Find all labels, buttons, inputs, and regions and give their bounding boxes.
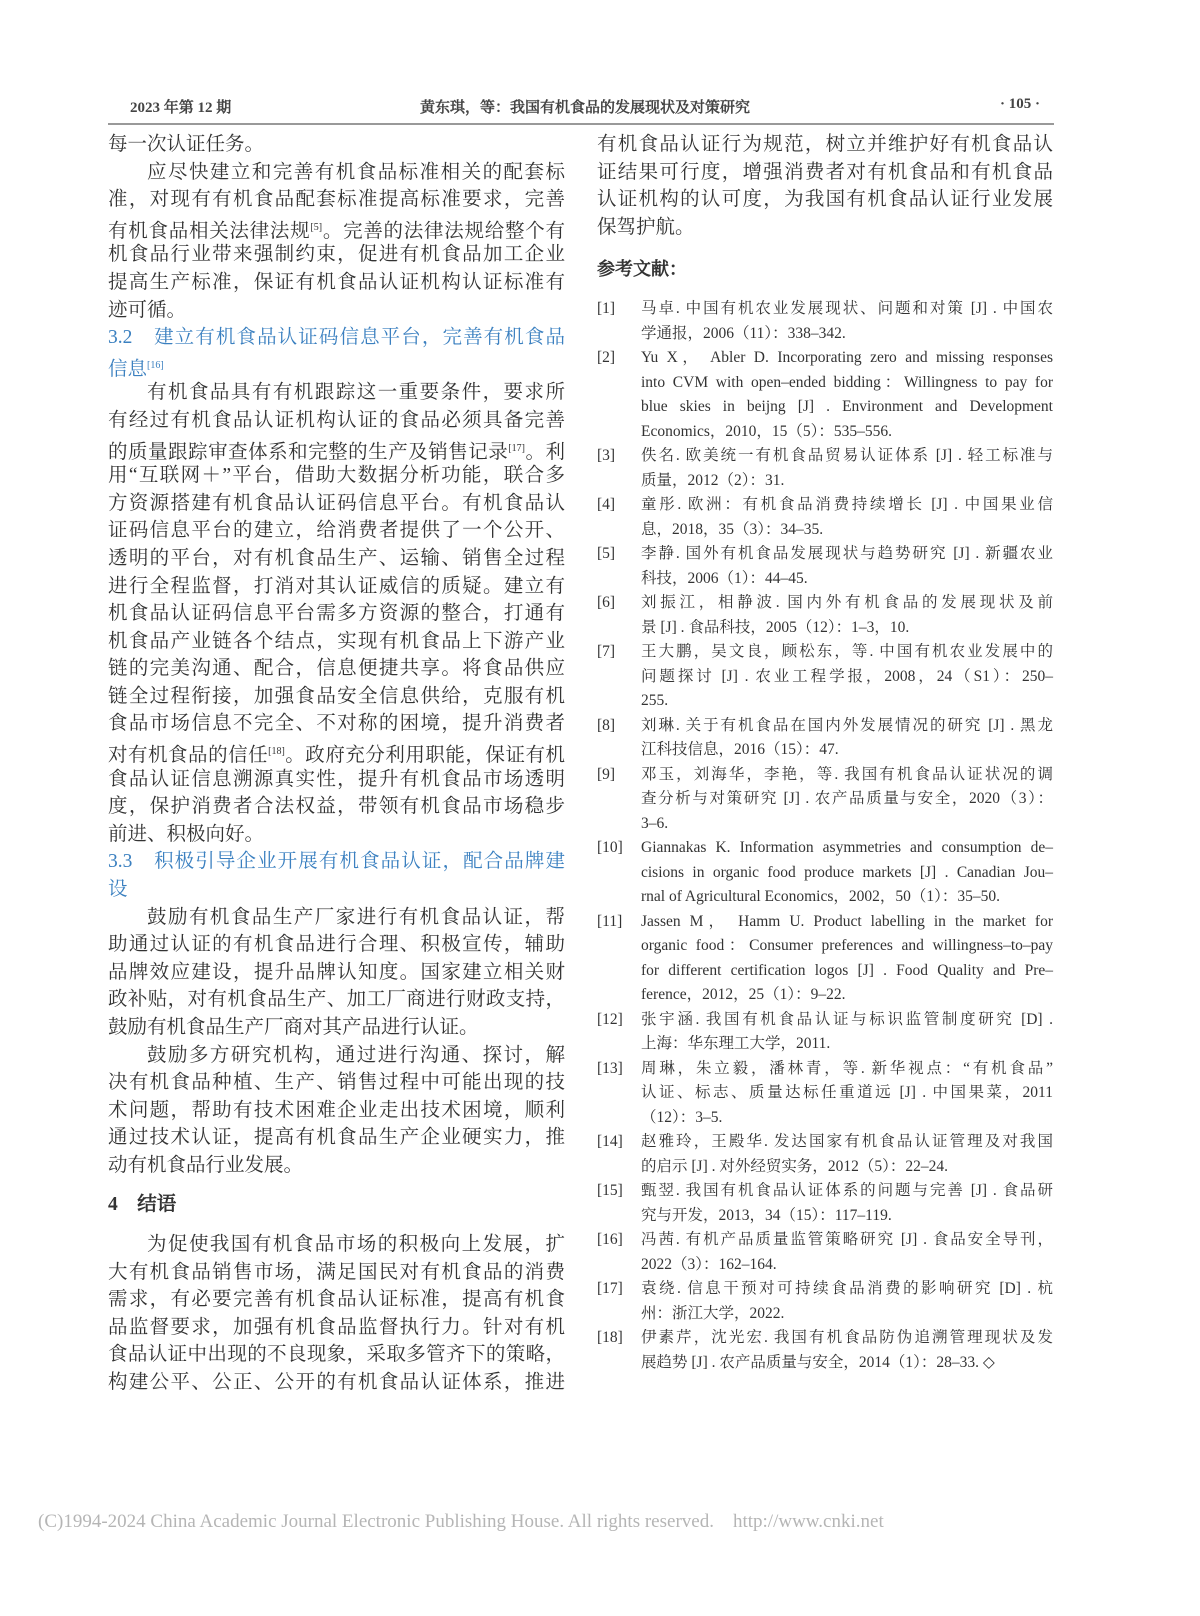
reference-text: [641, 640, 1053, 714]
text-segment: 信息: [108, 358, 148, 380]
reference-number: [14]: [597, 1133, 623, 1150]
reference-item: [597, 444, 1053, 493]
paragraph: [108, 1042, 565, 1180]
reference-line: 周琳，朱立毅，潘林青，等. 新华视点：“有机食品”: [641, 1059, 1053, 1077]
text-line: 鼓励有机食品生产厂商对其产品进行认证。: [108, 1017, 479, 1038]
text-line: 度，保护消费者合法权益，带领有机食品市场稳步: [108, 796, 565, 818]
reference-item: [597, 910, 1053, 1008]
reference-line: for different certification logos [J] . Food Quality and Pre–: [641, 961, 1053, 979]
reference-line: 刘琳. 关于有机食品在国内外发展情况的研究 [J] . 黑龙: [641, 716, 1053, 734]
reference-number: [1]: [597, 300, 616, 317]
text-line: 构建公平、公正、公开的有机食品认证体系，推进: [108, 1371, 565, 1393]
reference-line: 问题探讨 [J] . 农业工程学报，2008，24（S1）：250–: [641, 667, 1053, 685]
reference-line: 认证、标志、质量达标任重道远 [J] . 中国果菜，2011: [641, 1084, 1053, 1101]
reference-line: 州：浙江大学，2022.: [641, 1304, 785, 1322]
text-line: 有经过有机食品认证机构认证的食品必须具备完善: [108, 409, 565, 431]
reference-line: 甄翌. 我国有机食品认证体系的问题与完善 [J] . 食品研: [641, 1182, 1053, 1199]
reference-text: [641, 1179, 1053, 1228]
section-4-heading: 4 结语: [108, 1194, 177, 1215]
reference-item: [597, 714, 1053, 763]
reference-text: [641, 763, 1053, 837]
reference-line: （12）：3–5.: [641, 1108, 723, 1126]
reference-text: [641, 910, 1053, 1008]
text-line: 应尽快建立和完善有机食品标准相关的配套标: [147, 161, 565, 183]
text-line: 3.3 积极引导企业开展有机食品认证，配合品牌建: [108, 851, 565, 873]
reference-number: [8]: [597, 716, 616, 734]
text-line: 食品认证信息溯源真实性，提升有机食品市场透明: [108, 768, 565, 790]
references-list: [597, 297, 1053, 1375]
reference-number: [12]: [597, 1010, 623, 1028]
reference-number: [7]: [597, 643, 616, 660]
reference-line: 张宇涵. 我国有机食品认证与标识监管制度研究 [D] .: [641, 1010, 1053, 1028]
reference-text: [641, 1228, 1053, 1277]
section-heading: [108, 848, 565, 903]
reference-item: [597, 1057, 1053, 1131]
left-column-body: [108, 131, 565, 1180]
reference-number: [18]: [597, 1329, 623, 1346]
page-number: · 105 ·: [1000, 96, 1041, 112]
section-heading: [108, 324, 565, 379]
text-line: 品牌效应建设，提升品牌认知度。国家建立相关财: [108, 961, 565, 983]
reference-line: into CVM with open–ended bidding：Willingness to pay for: [641, 373, 1053, 391]
reference-text: [641, 444, 1053, 493]
text-line: 认证机构的认可度，为我国有机食品认证行业发展: [597, 189, 1053, 211]
text-segment: 的质量跟踪审查体系和完整的生产及销售记录: [108, 441, 509, 463]
text-line: 方资源搭建有机食品认证码信息平台。有机食品认: [108, 492, 565, 514]
text-line: 链的完美沟通、配合，信息便捷共享。将食品供应: [108, 658, 565, 680]
reference-line: 上海：华东理工大学，2011.: [641, 1035, 831, 1052]
journal-issue: 2023 年第 12 期: [130, 100, 232, 116]
reference-text: [641, 1008, 1053, 1057]
reference-number: [10]: [597, 839, 623, 856]
text-line: 机食品产业链各个结点，实现有机食品上下游产业: [108, 630, 565, 652]
reference-item: [597, 346, 1053, 444]
reference-line: ference，2012，25（1）：9–22.: [641, 986, 846, 1003]
reference-line: 查分析与对策研究 [J] . 农产品质量与安全，2020（3）：: [641, 790, 1053, 807]
citation-superscript: [17]: [508, 442, 525, 454]
paragraph: [108, 159, 565, 325]
reference-line: 江科技信息，2016（15）：47.: [641, 741, 839, 758]
reference-number: [3]: [597, 447, 616, 464]
text-line: 证码信息平台的建立，给消费者提供了一个公开、: [108, 520, 565, 542]
text-line: 机食品行业带来强制约束，促进有机食品加工企业: [108, 244, 565, 266]
text-line: 设: [108, 879, 128, 901]
text-line: [108, 214, 565, 242]
citation-superscript: [5]: [310, 221, 323, 233]
reference-line: 刘振江，相静波. 国内外有机食品的发展现状及前: [641, 594, 1053, 611]
reference-text: [641, 1130, 1053, 1179]
reference-text: [641, 346, 1053, 444]
text-line: 迹可循。: [108, 299, 187, 321]
conclusion-body: [108, 1231, 565, 1397]
text-line: 政补贴，对有机食品生产、加工厂商进行财政支持，: [108, 989, 565, 1011]
reference-text: [641, 1326, 1053, 1375]
reference-line: 学通报，2006（11）：338–342.: [641, 324, 846, 342]
paragraph: [108, 904, 565, 1042]
right-column-body: [597, 131, 1053, 241]
reference-number: [13]: [597, 1059, 623, 1077]
reference-number: [4]: [597, 496, 616, 513]
citation-superscript: [18]: [268, 746, 285, 758]
reference-number: [16]: [597, 1231, 623, 1248]
text-line: [108, 435, 565, 463]
reference-item: [597, 591, 1053, 640]
reference-line: Giannakas K. Information asymmetries and consumption de–: [641, 839, 1053, 856]
reference-line: 王大鹏，吴文良，顾松东，等. 中国有机农业发展中的: [641, 643, 1053, 660]
reference-line: 展趋势 [J] . 农产品质量与安全，2014（1）：28–33. ◇: [641, 1353, 995, 1371]
copyright-text: (C)1994-2024 China Academic Journal Electronic Publishing House. All rights reserved.: [38, 1511, 714, 1532]
running-title: 黄东琪，等：我国有机食品的发展现状及对策研究: [420, 100, 751, 116]
text-line: 链全过程衔接，加强食品安全信息供给，克服有机: [108, 685, 565, 707]
reference-number: [6]: [597, 594, 616, 611]
reference-item: [597, 493, 1053, 542]
reference-number: [2]: [597, 349, 616, 366]
reference-line: 255.: [641, 692, 669, 709]
reference-line: 冯茜. 有机产品质量监管策略研究 [J] . 食品安全导刊，: [641, 1231, 1053, 1248]
reference-text: [641, 493, 1053, 542]
reference-number: [17]: [597, 1280, 623, 1297]
reference-line: cisions in organic food produce markets [J] . Canadian Jou–: [641, 863, 1053, 881]
text-line: 助通过认证的有机食品进行合理、积极宣传，辅助: [108, 934, 565, 956]
text-segment: 。完善的法律法规给整个有: [322, 220, 565, 242]
text-line: 鼓励有机食品生产厂家进行有机食品认证，帮: [147, 906, 565, 928]
text-line: 进行全程监督，打消对其认证威信的质疑。建立有: [108, 575, 565, 597]
reference-item: [597, 1130, 1053, 1179]
reference-line: 赵雅玲，王殿华. 发达国家有机食品认证管理及对我国: [641, 1133, 1053, 1150]
text-line: 食品市场信息不完全、不对称的困境，提升消费者: [108, 713, 565, 735]
text-segment: 。利: [524, 441, 565, 463]
text-segment: 。政府充分利用职能，保证有机: [284, 745, 565, 767]
reference-text: [641, 297, 1053, 346]
text-line: 有机食品具有有机跟踪这一重要条件，要求所: [147, 382, 565, 404]
reference-line: 李静. 国外有机食品发展现状与趋势研究 [J] . 新疆农业: [641, 545, 1053, 562]
text-line: 每一次认证任务。: [108, 134, 265, 155]
reference-number: [9]: [597, 765, 616, 783]
reference-line: 马卓. 中国有机农业发展现状、问题和对策 [J] . 中国农: [641, 300, 1053, 317]
header-rule: [108, 123, 1054, 125]
reference-text: [641, 542, 1053, 591]
reference-line: 童彤. 欧洲：有机食品消费持续增长 [J] . 中国果业信: [641, 496, 1053, 513]
reference-item: [597, 1326, 1053, 1375]
reference-line: 息，2018，35（3）：34–35.: [641, 520, 824, 538]
reference-number: [5]: [597, 545, 616, 562]
text-line: 通过技术认证，提高有机食品生产企业硬实力，推: [108, 1127, 565, 1149]
reference-number: [11]: [597, 912, 623, 930]
text-line: 准，对现有有机食品配套标准提高标准要求，完善: [108, 189, 565, 211]
text-line: 需求，有必要完善有机食品认证标准，提高有机食: [108, 1289, 565, 1311]
reference-item: [597, 297, 1053, 346]
text-line: 透明的平台，对有机食品生产、运输、销售全过程: [108, 547, 565, 569]
reference-text: [641, 836, 1053, 910]
reference-line: blue skies in beijng [J] . Environment and Development: [641, 398, 1053, 415]
text-line: 决有机食品种植、生产、销售过程中可能出现的技: [108, 1072, 565, 1094]
text-line: 为促使我国有机食品市场的积极向上发展，扩: [147, 1234, 565, 1255]
reference-line: 景 [J] . 食品科技，2005（12）：1–3，10.: [641, 618, 910, 636]
text-line: [108, 352, 565, 380]
text-line: 证结果可行度，增强消费者对有机食品和有机食品: [597, 161, 1053, 183]
reference-text: [641, 714, 1053, 763]
reference-line: Economics，2010，15（5）：535–556.: [641, 422, 892, 440]
reference-line: 质量，2012（2）：31.: [641, 471, 785, 489]
text-line: 用“互联网＋”平台，借助大数据分析功能，联合多: [108, 465, 565, 487]
reference-item: [597, 1179, 1053, 1228]
reference-number: [15]: [597, 1182, 623, 1199]
references-title: 参考文献：: [597, 259, 687, 279]
reference-line: Jassen M， Hamm U. Product labelling in the market for: [641, 912, 1053, 930]
reference-text: [641, 1057, 1053, 1131]
reference-item: [597, 836, 1053, 910]
reference-line: organic food：Consumer preferences and willingness–to–pay: [641, 937, 1053, 954]
text-line: 大有机食品销售市场，满足国民对有机食品的消费: [108, 1261, 565, 1283]
reference-line: 科技，2006（1）：44–45.: [641, 569, 808, 587]
reference-text: [641, 591, 1053, 640]
reference-line: 3–6.: [641, 814, 669, 832]
text-line: 提高生产标准，保证有机食品认证机构认证标准有: [108, 271, 565, 293]
reference-line: 袁绕. 信息干预对可持续食品消费的影响研究 [D] . 杭: [641, 1280, 1053, 1297]
text-line: 动有机食品行业发展。: [108, 1154, 304, 1176]
reference-line: 2022（3）：162–164.: [641, 1255, 777, 1273]
reference-item: [597, 1277, 1053, 1326]
text-segment: 有机食品相关法律法规: [108, 220, 311, 242]
text-line: 有机食品认证行为规范，树立并维护好有机食品认: [597, 134, 1053, 155]
text-line: 机食品认证码信息平台需多方资源的整合，打通有: [108, 603, 565, 625]
text-line: 食品认证中出现的不良现象，采取多管齐下的策略，: [108, 1344, 565, 1366]
reference-line: Yu X， Abler D. Incorporating zero and missing responses: [641, 349, 1053, 366]
citation-superscript: [16]: [147, 359, 164, 371]
text-line: 鼓励多方研究机构，通过进行沟通、探讨，解: [147, 1044, 565, 1066]
text-line: 保驾护航。: [597, 216, 695, 238]
paragraph: [597, 131, 1053, 241]
paragraph: [108, 131, 565, 159]
paragraph: [108, 1231, 565, 1397]
text-line: 3.2 建立有机食品认证码信息平台，完善有机食品: [108, 327, 565, 349]
reference-item: [597, 1008, 1053, 1057]
text-segment: 对有机食品的信任: [108, 745, 269, 767]
reference-line: 邓玉，刘海华，李艳，等. 我国有机食品认证状况的调: [641, 765, 1053, 783]
footer: [38, 1511, 884, 1533]
reference-item: [597, 542, 1053, 591]
text-line: 前进、积极向好。: [108, 823, 265, 845]
reference-line: rnal of Agricultural Economics，2002，50（1）：35–50.: [641, 888, 1001, 905]
cnki-url[interactable]: http://www.cnki.net: [732, 1511, 884, 1532]
reference-line: 的启示 [J] . 对外经贸实务，2012（5）：22–24.: [641, 1157, 948, 1175]
text-line: [108, 738, 565, 766]
reference-item: [597, 1228, 1053, 1277]
reference-line: 佚名. 欧美统一有机食品贸易认证体系 [J] . 轻工标准与: [641, 447, 1053, 464]
paragraph: [108, 379, 565, 848]
reference-line: 伊素芹，沈光宏. 我国有机食品防伪追溯管理现状及发: [641, 1329, 1053, 1346]
text-line: 品监督要求，加强有机食品监督执行力。针对有机: [108, 1316, 565, 1338]
reference-item: [597, 763, 1053, 837]
reference-text: [641, 1277, 1053, 1326]
text-line: 术问题，帮助有技术困难企业走出技术困境，顺利: [108, 1099, 565, 1121]
reference-line: 究与开发，2013，34（15）：117–119.: [641, 1206, 892, 1224]
reference-item: [597, 640, 1053, 714]
